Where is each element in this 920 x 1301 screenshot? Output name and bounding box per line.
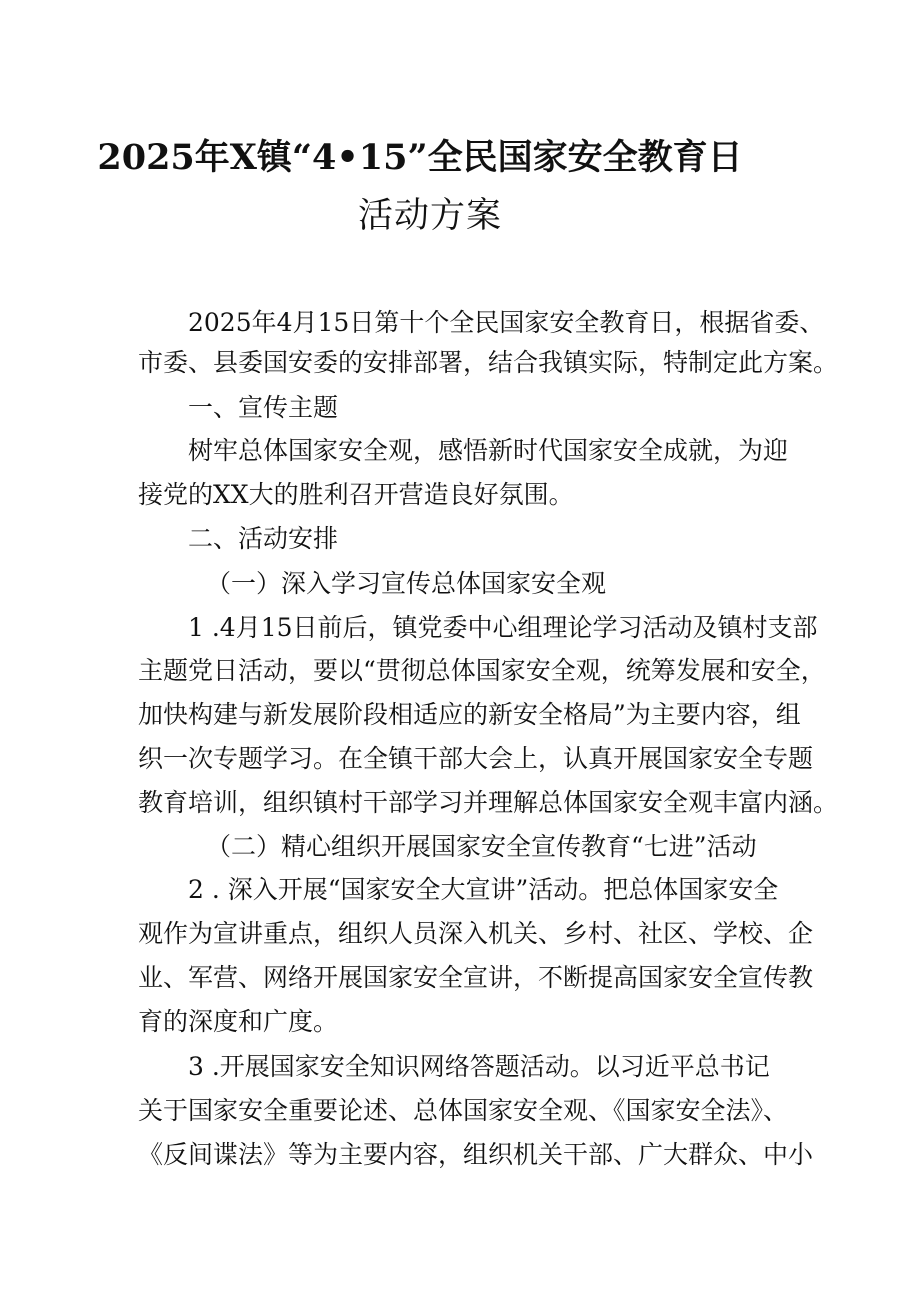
paragraph-line: 主题党日活动，要以“贯彻总体国家安全观，统筹发展和安全， [138, 656, 826, 685]
paragraph-line: 2025年4月15日第十个全民国家安全教育日，根据省委、 [188, 308, 825, 337]
paragraph-line: 《反间谍法》等为主要内容，组织机关干部、广大群众、中小 [138, 1140, 814, 1169]
paragraph-line: 教育培训，组织镇村干部学习并理解总体国家安全观丰富内涵。 [138, 788, 839, 817]
paragraph-line: 3 .开展国家安全知识网络答题活动。以习近平总书记 [188, 1052, 770, 1081]
paragraph-line: 树牢总体国家安全观，感悟新时代国家安全成就，为迎 [188, 436, 789, 465]
paragraph-line: 观作为宣讲重点，组织人员深入机关、乡村、社区、学校、企 [138, 919, 814, 948]
section-heading: 二、活动安排 [188, 524, 339, 553]
subsection-heading: （一）深入学习宣传总体国家安全观 [206, 569, 607, 598]
paragraph-line: 育的深度和广度。 [138, 1007, 339, 1036]
paragraph-line: 关于国家安全重要论述、总体国家安全观、《国家安全法》、 [138, 1096, 789, 1125]
paragraph-line: 1 .4月15日前后，镇党委中心组理论学习活动及镇村支部 [188, 613, 818, 642]
paragraph-line: 织一次专题学习。在全镇干部大会上，认真开展国家安全专题 [138, 744, 814, 773]
paragraph-line: 加快构建与新发展阶段相适应的新安全格局”为主要内容，组 [138, 700, 801, 729]
document-title-line-1: 2025年X镇“4•15”全民国家安全教育日 [97, 137, 743, 178]
section-heading: 一、宣传主题 [188, 393, 339, 422]
paragraph-line: 2 . 深入开展“国家安全大宣讲”活动。把总体国家安全 [188, 875, 779, 904]
subsection-heading: （二）精心组织开展国家安全宣传教育“七进”活动 [206, 832, 757, 861]
paragraph-line: 市委、县委国安委的安排部署，结合我镇实际，特制定此方案。 [138, 348, 839, 377]
paragraph-line: 业、军营、网络开展国家安全宣讲，不断提高国家安全宣传教 [138, 963, 814, 992]
paragraph-line: 接党的XX大的胜利召开营造良好氛围。 [138, 480, 574, 509]
document-title-line-2: 活动方案 [357, 196, 502, 236]
